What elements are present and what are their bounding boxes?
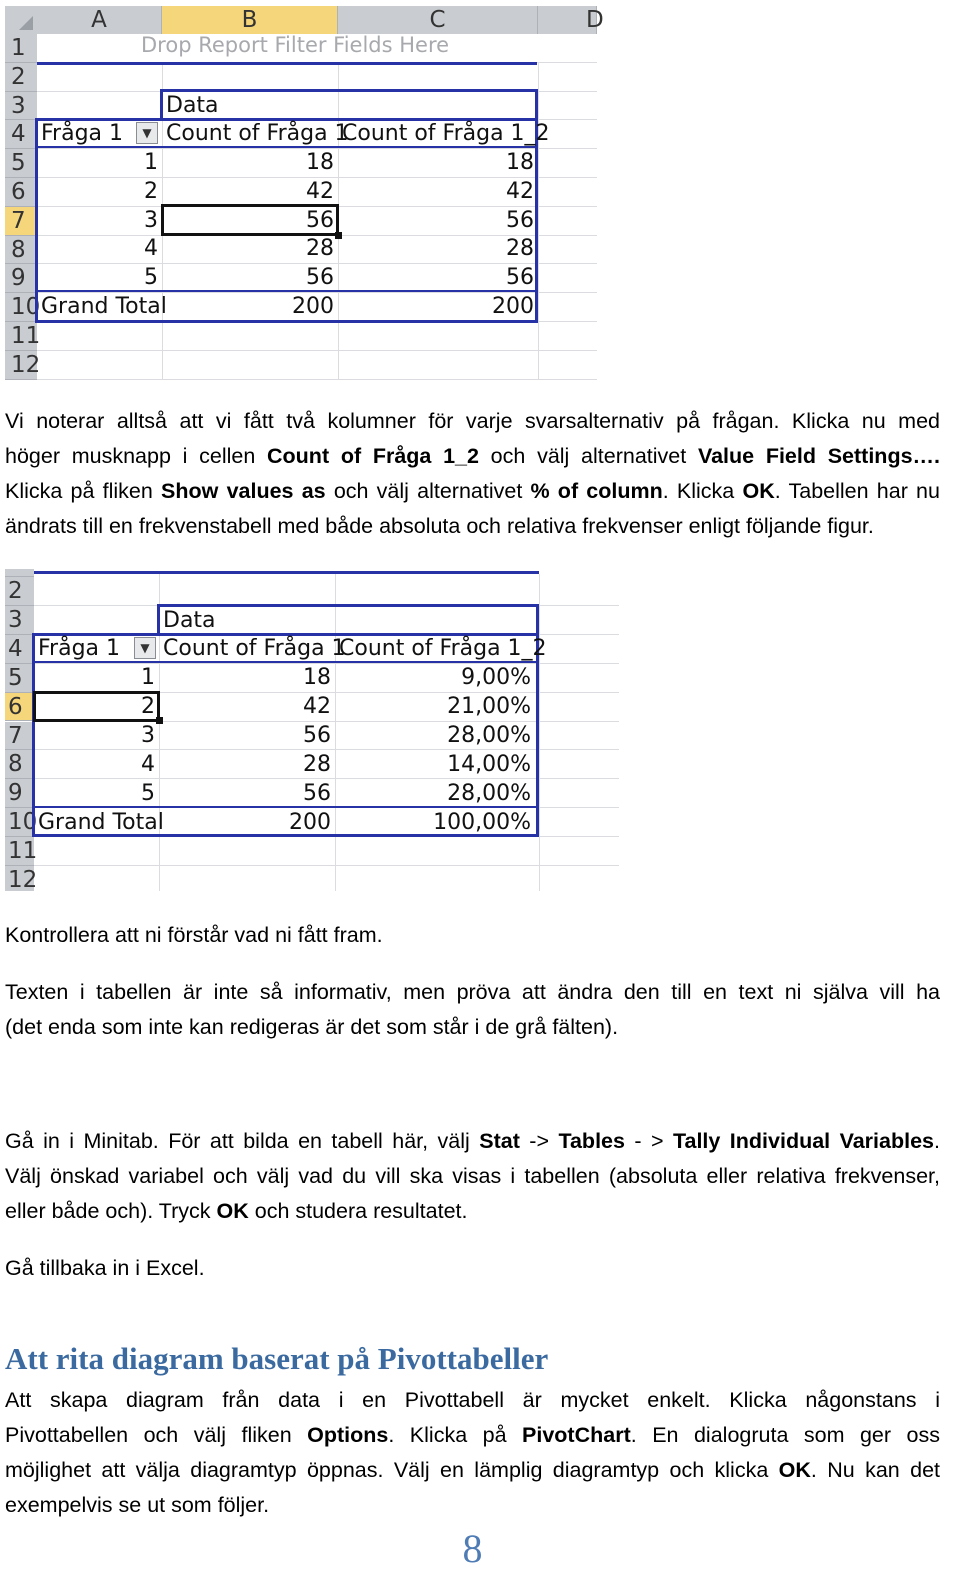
- row-header-10[interactable]: 10: [5, 293, 37, 322]
- data-caption: Data: [166, 93, 219, 118]
- fill-handle[interactable]: [335, 232, 342, 239]
- row-field-header[interactable]: Fråga 1: [38, 636, 121, 661]
- row-header-3[interactable]: 3: [5, 606, 34, 635]
- row-header-4[interactable]: 4: [5, 120, 37, 149]
- gridline: [538, 62, 539, 380]
- cell-a: 5: [144, 265, 158, 291]
- text-line: höger musknapp i cellen Count of Fråga 1_2 och välj alternativet Value Field Settings….: [5, 444, 941, 468]
- grand-total-c: 200: [492, 294, 534, 319]
- cell-c: 28,00%: [447, 722, 531, 748]
- paragraph-pivotchart: [5, 1383, 940, 1523]
- report-filter-placeholder: Drop Report Filter Fields Here: [141, 33, 450, 57]
- cell-b: 28: [303, 751, 331, 777]
- grand-total-c: 100,00%: [433, 810, 531, 835]
- row-header-2[interactable]: 2: [5, 577, 34, 606]
- text-line: exempelvis se ut som följer.: [5, 1493, 270, 1517]
- text-line: Pivottabellen och välj fliken Options. Klicka på PivotChart. En dialogruta som ger oss: [5, 1423, 940, 1447]
- grand-total-label: Grand Total: [41, 294, 167, 319]
- select-all-corner[interactable]: [5, 6, 38, 34]
- row-field-header[interactable]: Fråga 1: [41, 121, 124, 146]
- column-header-c[interactable]: C: [338, 6, 538, 34]
- text-line: (det enda som inte kan redigeras är det som står i de grå fälten).: [5, 1015, 619, 1039]
- filter-area-border: [37, 62, 537, 65]
- cell-c: 28,00%: [447, 780, 531, 806]
- cell-b: 18: [306, 150, 334, 175]
- column-header-count-1-2[interactable]: Count of Fråga 1_2: [339, 636, 547, 661]
- cell-c: 18: [506, 150, 534, 175]
- grand-total-label: Grand Total: [38, 810, 164, 835]
- cell-a: 1: [141, 665, 155, 690]
- active-cell-a6[interactable]: [33, 691, 160, 722]
- cell-c: 42: [506, 178, 534, 204]
- row-header-11[interactable]: 11: [5, 322, 37, 351]
- paragraph-back-to-excel: [5, 1251, 940, 1286]
- row-header-12[interactable]: 12: [5, 351, 37, 380]
- cell-b: 56: [303, 780, 331, 806]
- gridline: [34, 865, 619, 866]
- row-header-1-partial[interactable]: [5, 569, 34, 577]
- cell-a: 4: [144, 236, 158, 262]
- text-line: Gå tillbaka in i Excel.: [5, 1256, 205, 1280]
- cell-b: 28: [306, 236, 334, 262]
- row-header-11[interactable]: 11: [5, 837, 34, 866]
- filter-dropdown-icon[interactable]: ▼: [136, 122, 158, 144]
- text-line: Välj önskad variabel och välj vad du vill ska visas i tabellen (absoluta eller relativa frekvenser,: [5, 1164, 940, 1188]
- row-header-1[interactable]: 1: [5, 34, 37, 63]
- text-line: Texten i tabellen är inte så informativ, men pröva att ändra den till en text ni själva vill ha: [5, 980, 940, 1004]
- text-line: Vi noterar alltså att vi fått två kolumner för varje svarsalternativ på frågan. Klicka nu med: [5, 409, 940, 433]
- cell-c: 56: [506, 265, 534, 291]
- row-header-7[interactable]: 7: [5, 722, 34, 751]
- text-line: Kontrollera att ni förstår vad ni fått fram.: [5, 923, 383, 947]
- row-header-3[interactable]: 3: [5, 92, 37, 121]
- column-header-d[interactable]: D: [538, 6, 597, 34]
- cell-b: 42: [303, 693, 331, 719]
- active-cell-b7[interactable]: [161, 204, 339, 236]
- page-number: 8: [462, 1526, 483, 1571]
- grand-total-b: 200: [289, 810, 331, 835]
- paragraph-edit-text: [5, 975, 940, 1045]
- cell-a: 4: [141, 751, 155, 777]
- cell-b: 56: [306, 265, 334, 291]
- cell-a: 2: [144, 178, 158, 204]
- section-heading: Att rita diagram baserat på Pivottabeller: [5, 1341, 549, 1376]
- row-header-7[interactable]: 7: [5, 207, 37, 236]
- cell-c: 56: [506, 207, 534, 233]
- column-header-count-1[interactable]: Count of Fråga 1: [166, 121, 349, 146]
- row-header-6[interactable]: 6: [5, 693, 34, 722]
- text-line: Gå in i Minitab. För att bilda en tabell här, välj Stat -> Tables - > Tally Individual Variables.: [5, 1129, 940, 1153]
- paragraph-check: [5, 918, 940, 953]
- row-header-8[interactable]: 8: [5, 750, 34, 779]
- filter-dropdown-icon[interactable]: ▼: [134, 637, 156, 659]
- row-header-4[interactable]: 4: [5, 635, 34, 664]
- cell-a: 3: [141, 722, 155, 748]
- text-line: ändrats till en frekvenstabell med både absoluta och relativa frekvenser enligt följande figur.: [5, 514, 874, 538]
- row-header-10[interactable]: 10: [5, 808, 34, 837]
- cell-b: 56: [306, 207, 334, 233]
- fill-handle[interactable]: [156, 717, 163, 724]
- text-line: eller både och). Tryck OK och studera resultatet.: [5, 1199, 468, 1223]
- pivot-table-screenshot-1: [5, 6, 604, 380]
- text-line: Klicka på fliken Show values as och välj alternativet % of column. Klicka OK. Tabellen har nu: [5, 479, 940, 503]
- cell-c: 28: [506, 236, 534, 262]
- gridline: [37, 350, 597, 351]
- cell-c: 21,00%: [447, 693, 531, 719]
- paragraph-value-field-settings: [5, 404, 940, 544]
- cell-b: 56: [303, 722, 331, 748]
- grand-total-b: 200: [292, 294, 334, 319]
- text-line: Att skapa diagram från data i en Pivottabell är mycket enkelt. Klicka någonstans i: [5, 1388, 940, 1412]
- cell-a: 3: [144, 207, 158, 233]
- row-header-9[interactable]: 9: [5, 779, 34, 808]
- row-header-9[interactable]: 9: [5, 264, 37, 293]
- data-caption: Data: [163, 608, 216, 633]
- cell-a: 2: [141, 693, 155, 719]
- text-line: möjlighet att välja diagramtyp öppnas. Välj en lämplig diagramtyp och klicka OK. Nu kan det: [5, 1458, 940, 1482]
- cell-a: 5: [141, 780, 155, 806]
- column-header-b[interactable]: B: [162, 6, 338, 34]
- cell-c: 14,00%: [447, 751, 531, 777]
- row-header-8[interactable]: 8: [5, 236, 37, 265]
- row-header-5[interactable]: 5: [5, 664, 34, 693]
- gridline: [539, 574, 540, 891]
- gridline: [37, 379, 597, 380]
- row-header-5[interactable]: 5: [5, 149, 37, 178]
- column-header-count-1[interactable]: Count of Fråga 1: [163, 636, 346, 661]
- filter-area-border: [34, 571, 539, 574]
- cell-c: 9,00%: [461, 665, 531, 690]
- row-header-6[interactable]: 6: [5, 178, 37, 207]
- column-header-count-1-2[interactable]: Count of Fråga 1_2: [342, 121, 550, 146]
- pivot-table-screenshot-2: [5, 569, 619, 891]
- row-header-12[interactable]: 12: [5, 866, 34, 891]
- cell-b: 42: [306, 178, 334, 204]
- row-header-2[interactable]: 2: [5, 63, 37, 92]
- column-header-a[interactable]: A: [37, 6, 162, 34]
- paragraph-minitab: [5, 1124, 940, 1229]
- cell-a: 1: [144, 150, 158, 175]
- cell-b: 18: [303, 665, 331, 690]
